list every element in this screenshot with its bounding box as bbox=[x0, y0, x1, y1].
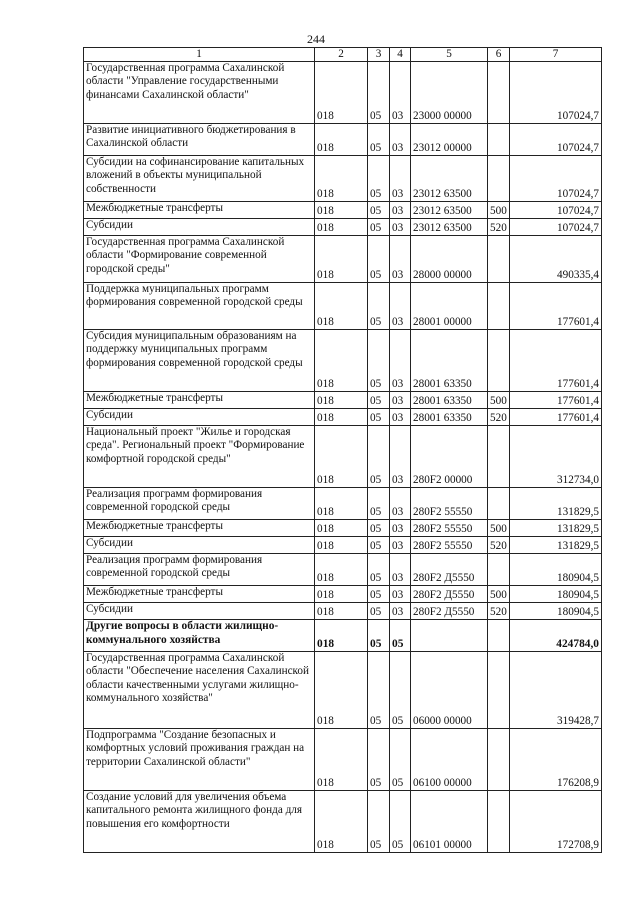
item-name-cell: Субсидия муниципальным образованиям на поддержку муниципальных программ формирования современной городской среды bbox=[84, 330, 315, 392]
subsection-code-cell: 03 bbox=[390, 62, 411, 124]
target-article-cell: 23000 00000 bbox=[411, 62, 488, 124]
item-name-cell: Субсидии bbox=[84, 219, 315, 236]
section-code-cell: 05 bbox=[368, 729, 390, 791]
table-row bbox=[84, 488, 602, 520]
ministry-code-cell: 018 bbox=[315, 586, 368, 603]
ministry-code-cell: 018 bbox=[315, 620, 368, 652]
item-name-cell: Реализация программ формирования современной городской среды bbox=[84, 488, 315, 520]
amount-cell: 180904,5 bbox=[510, 603, 602, 620]
table-row bbox=[84, 791, 602, 853]
table-row bbox=[84, 537, 602, 554]
subsection-code-cell: 03 bbox=[390, 409, 411, 426]
subsection-code-cell: 03 bbox=[390, 283, 411, 330]
subsection-code-cell: 03 bbox=[390, 124, 411, 156]
target-article-cell: 280F2 55550 bbox=[411, 537, 488, 554]
table-row bbox=[84, 156, 602, 202]
section-code-cell: 05 bbox=[368, 156, 390, 202]
target-article-cell: 280F2 55550 bbox=[411, 520, 488, 537]
section-code-cell: 05 bbox=[368, 791, 390, 853]
target-article-cell: 28001 00000 bbox=[411, 283, 488, 330]
item-name-cell: Государственная программа Сахалинской области "Управление государственными финансами Сахалинской области" bbox=[84, 62, 315, 124]
item-name-cell: Реализация программ формирования современной городской среды bbox=[84, 554, 315, 586]
section-code-cell: 05 bbox=[368, 620, 390, 652]
column-header-row bbox=[84, 48, 602, 62]
amount-cell: 180904,5 bbox=[510, 586, 602, 603]
item-name-cell: Государственная программа Сахалинской области "Формирование современной городской среды" bbox=[84, 236, 315, 283]
ministry-code-cell: 018 bbox=[315, 426, 368, 488]
table-row bbox=[84, 426, 602, 488]
item-name-cell: Государственная программа Сахалинской области "Обеспечение населения Сахалинской области качественными услугами жилищно-коммунального хозяйства" bbox=[84, 652, 315, 729]
table-row bbox=[84, 330, 602, 392]
item-name-cell: Субсидии bbox=[84, 409, 315, 426]
section-code-cell: 05 bbox=[368, 409, 390, 426]
expense-type-cell: 500 bbox=[488, 520, 510, 537]
ministry-code-cell: 018 bbox=[315, 729, 368, 791]
table-row bbox=[84, 554, 602, 586]
expense-type-cell bbox=[488, 283, 510, 330]
target-article-cell: 23012 63500 bbox=[411, 202, 488, 219]
expense-type-cell: 500 bbox=[488, 392, 510, 409]
ministry-code-cell: 018 bbox=[315, 537, 368, 554]
amount-cell: 131829,5 bbox=[510, 488, 602, 520]
target-article-cell: 280F2 Д5550 bbox=[411, 603, 488, 620]
item-name-cell: Создание условий для увеличения объема капитального ремонта жилищного фонда для повышения его комфортности bbox=[84, 791, 315, 853]
table-row bbox=[84, 392, 602, 409]
table-row bbox=[84, 729, 602, 791]
section-code-cell: 05 bbox=[368, 603, 390, 620]
ministry-code-cell: 018 bbox=[315, 202, 368, 219]
table-row bbox=[84, 520, 602, 537]
amount-cell: 490335,4 bbox=[510, 236, 602, 283]
section-code-cell: 05 bbox=[368, 488, 390, 520]
table-row bbox=[84, 586, 602, 603]
subsection-code-cell: 03 bbox=[390, 603, 411, 620]
subsection-code-cell: 03 bbox=[390, 426, 411, 488]
expense-type-cell bbox=[488, 156, 510, 202]
ministry-code-cell: 018 bbox=[315, 520, 368, 537]
ministry-code-cell: 018 bbox=[315, 409, 368, 426]
subsection-code-cell: 05 bbox=[390, 791, 411, 853]
amount-cell: 177601,4 bbox=[510, 283, 602, 330]
ministry-code-cell: 018 bbox=[315, 488, 368, 520]
ministry-code-cell: 018 bbox=[315, 124, 368, 156]
table-row bbox=[84, 603, 602, 620]
ministry-code-cell: 018 bbox=[315, 554, 368, 586]
expense-type-cell bbox=[488, 236, 510, 283]
column-header: 6 bbox=[488, 48, 510, 62]
section-code-cell: 05 bbox=[368, 330, 390, 392]
expense-type-cell: 520 bbox=[488, 537, 510, 554]
budget-table bbox=[83, 47, 602, 853]
subsection-code-cell: 05 bbox=[390, 620, 411, 652]
table-row bbox=[84, 620, 602, 652]
section-code-cell: 05 bbox=[368, 586, 390, 603]
target-article-cell: 28001 63350 bbox=[411, 330, 488, 392]
subsection-code-cell: 03 bbox=[390, 330, 411, 392]
ministry-code-cell: 018 bbox=[315, 330, 368, 392]
item-name-cell: Подпрограмма "Создание безопасных и комфортных условий проживания граждан на территории Сахалинской области" bbox=[84, 729, 315, 791]
ministry-code-cell: 018 bbox=[315, 156, 368, 202]
amount-cell: 177601,4 bbox=[510, 330, 602, 392]
amount-cell: 107024,7 bbox=[510, 156, 602, 202]
expense-type-cell bbox=[488, 729, 510, 791]
subsection-code-cell: 03 bbox=[390, 554, 411, 586]
table-row bbox=[84, 409, 602, 426]
subsection-code-cell: 03 bbox=[390, 202, 411, 219]
column-header: 1 bbox=[84, 48, 315, 62]
item-name-cell: Развитие инициативного бюджетирования в Сахалинской области bbox=[84, 124, 315, 156]
ministry-code-cell: 018 bbox=[315, 236, 368, 283]
table-row bbox=[84, 202, 602, 219]
table-row bbox=[84, 283, 602, 330]
target-article-cell: 06000 00000 bbox=[411, 652, 488, 729]
expense-type-cell bbox=[488, 554, 510, 586]
amount-cell: 312734,0 bbox=[510, 426, 602, 488]
subsection-code-cell: 03 bbox=[390, 586, 411, 603]
amount-cell: 131829,5 bbox=[510, 520, 602, 537]
target-article-cell: 280F2 Д5550 bbox=[411, 554, 488, 586]
section-code-cell: 05 bbox=[368, 219, 390, 236]
target-article-cell: 06100 00000 bbox=[411, 729, 488, 791]
expense-type-cell bbox=[488, 791, 510, 853]
amount-cell: 131829,5 bbox=[510, 537, 602, 554]
item-name-cell: Субсидии на софинансирование капитальных вложений в объекты муниципальной собственности bbox=[84, 156, 315, 202]
column-header: 2 bbox=[315, 48, 368, 62]
subsection-code-cell: 03 bbox=[390, 392, 411, 409]
target-article-cell: 280F2 Д5550 bbox=[411, 586, 488, 603]
item-name-cell: Другие вопросы в области жилищно-коммунального хозяйства bbox=[84, 620, 315, 652]
item-name-cell: Межбюджетные трансферты bbox=[84, 392, 315, 409]
item-name-cell: Национальный проект "Жилье и городская среда". Региональный проект "Формирование комфортной городской среды" bbox=[84, 426, 315, 488]
amount-cell: 107024,7 bbox=[510, 124, 602, 156]
amount-cell: 177601,4 bbox=[510, 409, 602, 426]
subsection-code-cell: 03 bbox=[390, 520, 411, 537]
target-article-cell: 23012 63500 bbox=[411, 156, 488, 202]
expense-type-cell bbox=[488, 620, 510, 652]
ministry-code-cell: 018 bbox=[315, 392, 368, 409]
subsection-code-cell: 03 bbox=[390, 537, 411, 554]
amount-cell: 172708,9 bbox=[510, 791, 602, 853]
expense-type-cell: 500 bbox=[488, 202, 510, 219]
section-code-cell: 05 bbox=[368, 283, 390, 330]
target-article-cell bbox=[411, 620, 488, 652]
item-name-cell: Поддержка муниципальных программ формирования современной городской среды bbox=[84, 283, 315, 330]
amount-cell: 107024,7 bbox=[510, 62, 602, 124]
target-article-cell: 28001 63350 bbox=[411, 409, 488, 426]
table-row bbox=[84, 236, 602, 283]
expense-type-cell bbox=[488, 426, 510, 488]
ministry-code-cell: 018 bbox=[315, 652, 368, 729]
target-article-cell: 28001 63350 bbox=[411, 392, 488, 409]
target-article-cell: 280F2 55550 bbox=[411, 488, 488, 520]
expense-type-cell bbox=[488, 62, 510, 124]
subsection-code-cell: 05 bbox=[390, 652, 411, 729]
amount-cell: 107024,7 bbox=[510, 202, 602, 219]
item-name-cell: Субсидии bbox=[84, 537, 315, 554]
expense-type-cell bbox=[488, 330, 510, 392]
section-code-cell: 05 bbox=[368, 520, 390, 537]
target-article-cell: 280F2 00000 bbox=[411, 426, 488, 488]
item-name-cell: Субсидии bbox=[84, 603, 315, 620]
expense-type-cell bbox=[488, 652, 510, 729]
section-code-cell: 05 bbox=[368, 124, 390, 156]
subsection-code-cell: 03 bbox=[390, 236, 411, 283]
column-header: 7 bbox=[510, 48, 602, 62]
ministry-code-cell: 018 bbox=[315, 791, 368, 853]
section-code-cell: 05 bbox=[368, 62, 390, 124]
section-code-cell: 05 bbox=[368, 652, 390, 729]
subsection-code-cell: 03 bbox=[390, 219, 411, 236]
ministry-code-cell: 018 bbox=[315, 603, 368, 620]
column-header: 3 bbox=[368, 48, 390, 62]
table-row bbox=[84, 124, 602, 156]
item-name-cell: Межбюджетные трансферты bbox=[84, 586, 315, 603]
section-code-cell: 05 bbox=[368, 554, 390, 586]
amount-cell: 319428,7 bbox=[510, 652, 602, 729]
section-code-cell: 05 bbox=[368, 537, 390, 554]
expense-type-cell bbox=[488, 124, 510, 156]
page-number: 244 bbox=[307, 32, 325, 46]
table-row bbox=[84, 652, 602, 729]
target-article-cell: 23012 63500 bbox=[411, 219, 488, 236]
subsection-code-cell: 03 bbox=[390, 156, 411, 202]
section-code-cell: 05 bbox=[368, 236, 390, 283]
ministry-code-cell: 018 bbox=[315, 62, 368, 124]
target-article-cell: 06101 00000 bbox=[411, 791, 488, 853]
section-code-cell: 05 bbox=[368, 392, 390, 409]
subsection-code-cell: 05 bbox=[390, 729, 411, 791]
expense-type-cell: 520 bbox=[488, 409, 510, 426]
ministry-code-cell: 018 bbox=[315, 219, 368, 236]
amount-cell: 107024,7 bbox=[510, 219, 602, 236]
column-header: 5 bbox=[411, 48, 488, 62]
ministry-code-cell: 018 bbox=[315, 283, 368, 330]
item-name-cell: Межбюджетные трансферты bbox=[84, 520, 315, 537]
subsection-code-cell: 03 bbox=[390, 488, 411, 520]
amount-cell: 176208,9 bbox=[510, 729, 602, 791]
expense-type-cell: 500 bbox=[488, 586, 510, 603]
amount-cell: 424784,0 bbox=[510, 620, 602, 652]
expense-type-cell: 520 bbox=[488, 603, 510, 620]
budget-table-body bbox=[84, 48, 602, 853]
table-row bbox=[84, 62, 602, 124]
table-row bbox=[84, 219, 602, 236]
column-header: 4 bbox=[390, 48, 411, 62]
item-name-cell: Межбюджетные трансферты bbox=[84, 202, 315, 219]
section-code-cell: 05 bbox=[368, 426, 390, 488]
expense-type-cell: 520 bbox=[488, 219, 510, 236]
section-code-cell: 05 bbox=[368, 202, 390, 219]
expense-type-cell bbox=[488, 488, 510, 520]
amount-cell: 180904,5 bbox=[510, 554, 602, 586]
amount-cell: 177601,4 bbox=[510, 392, 602, 409]
target-article-cell: 28000 00000 bbox=[411, 236, 488, 283]
target-article-cell: 23012 00000 bbox=[411, 124, 488, 156]
